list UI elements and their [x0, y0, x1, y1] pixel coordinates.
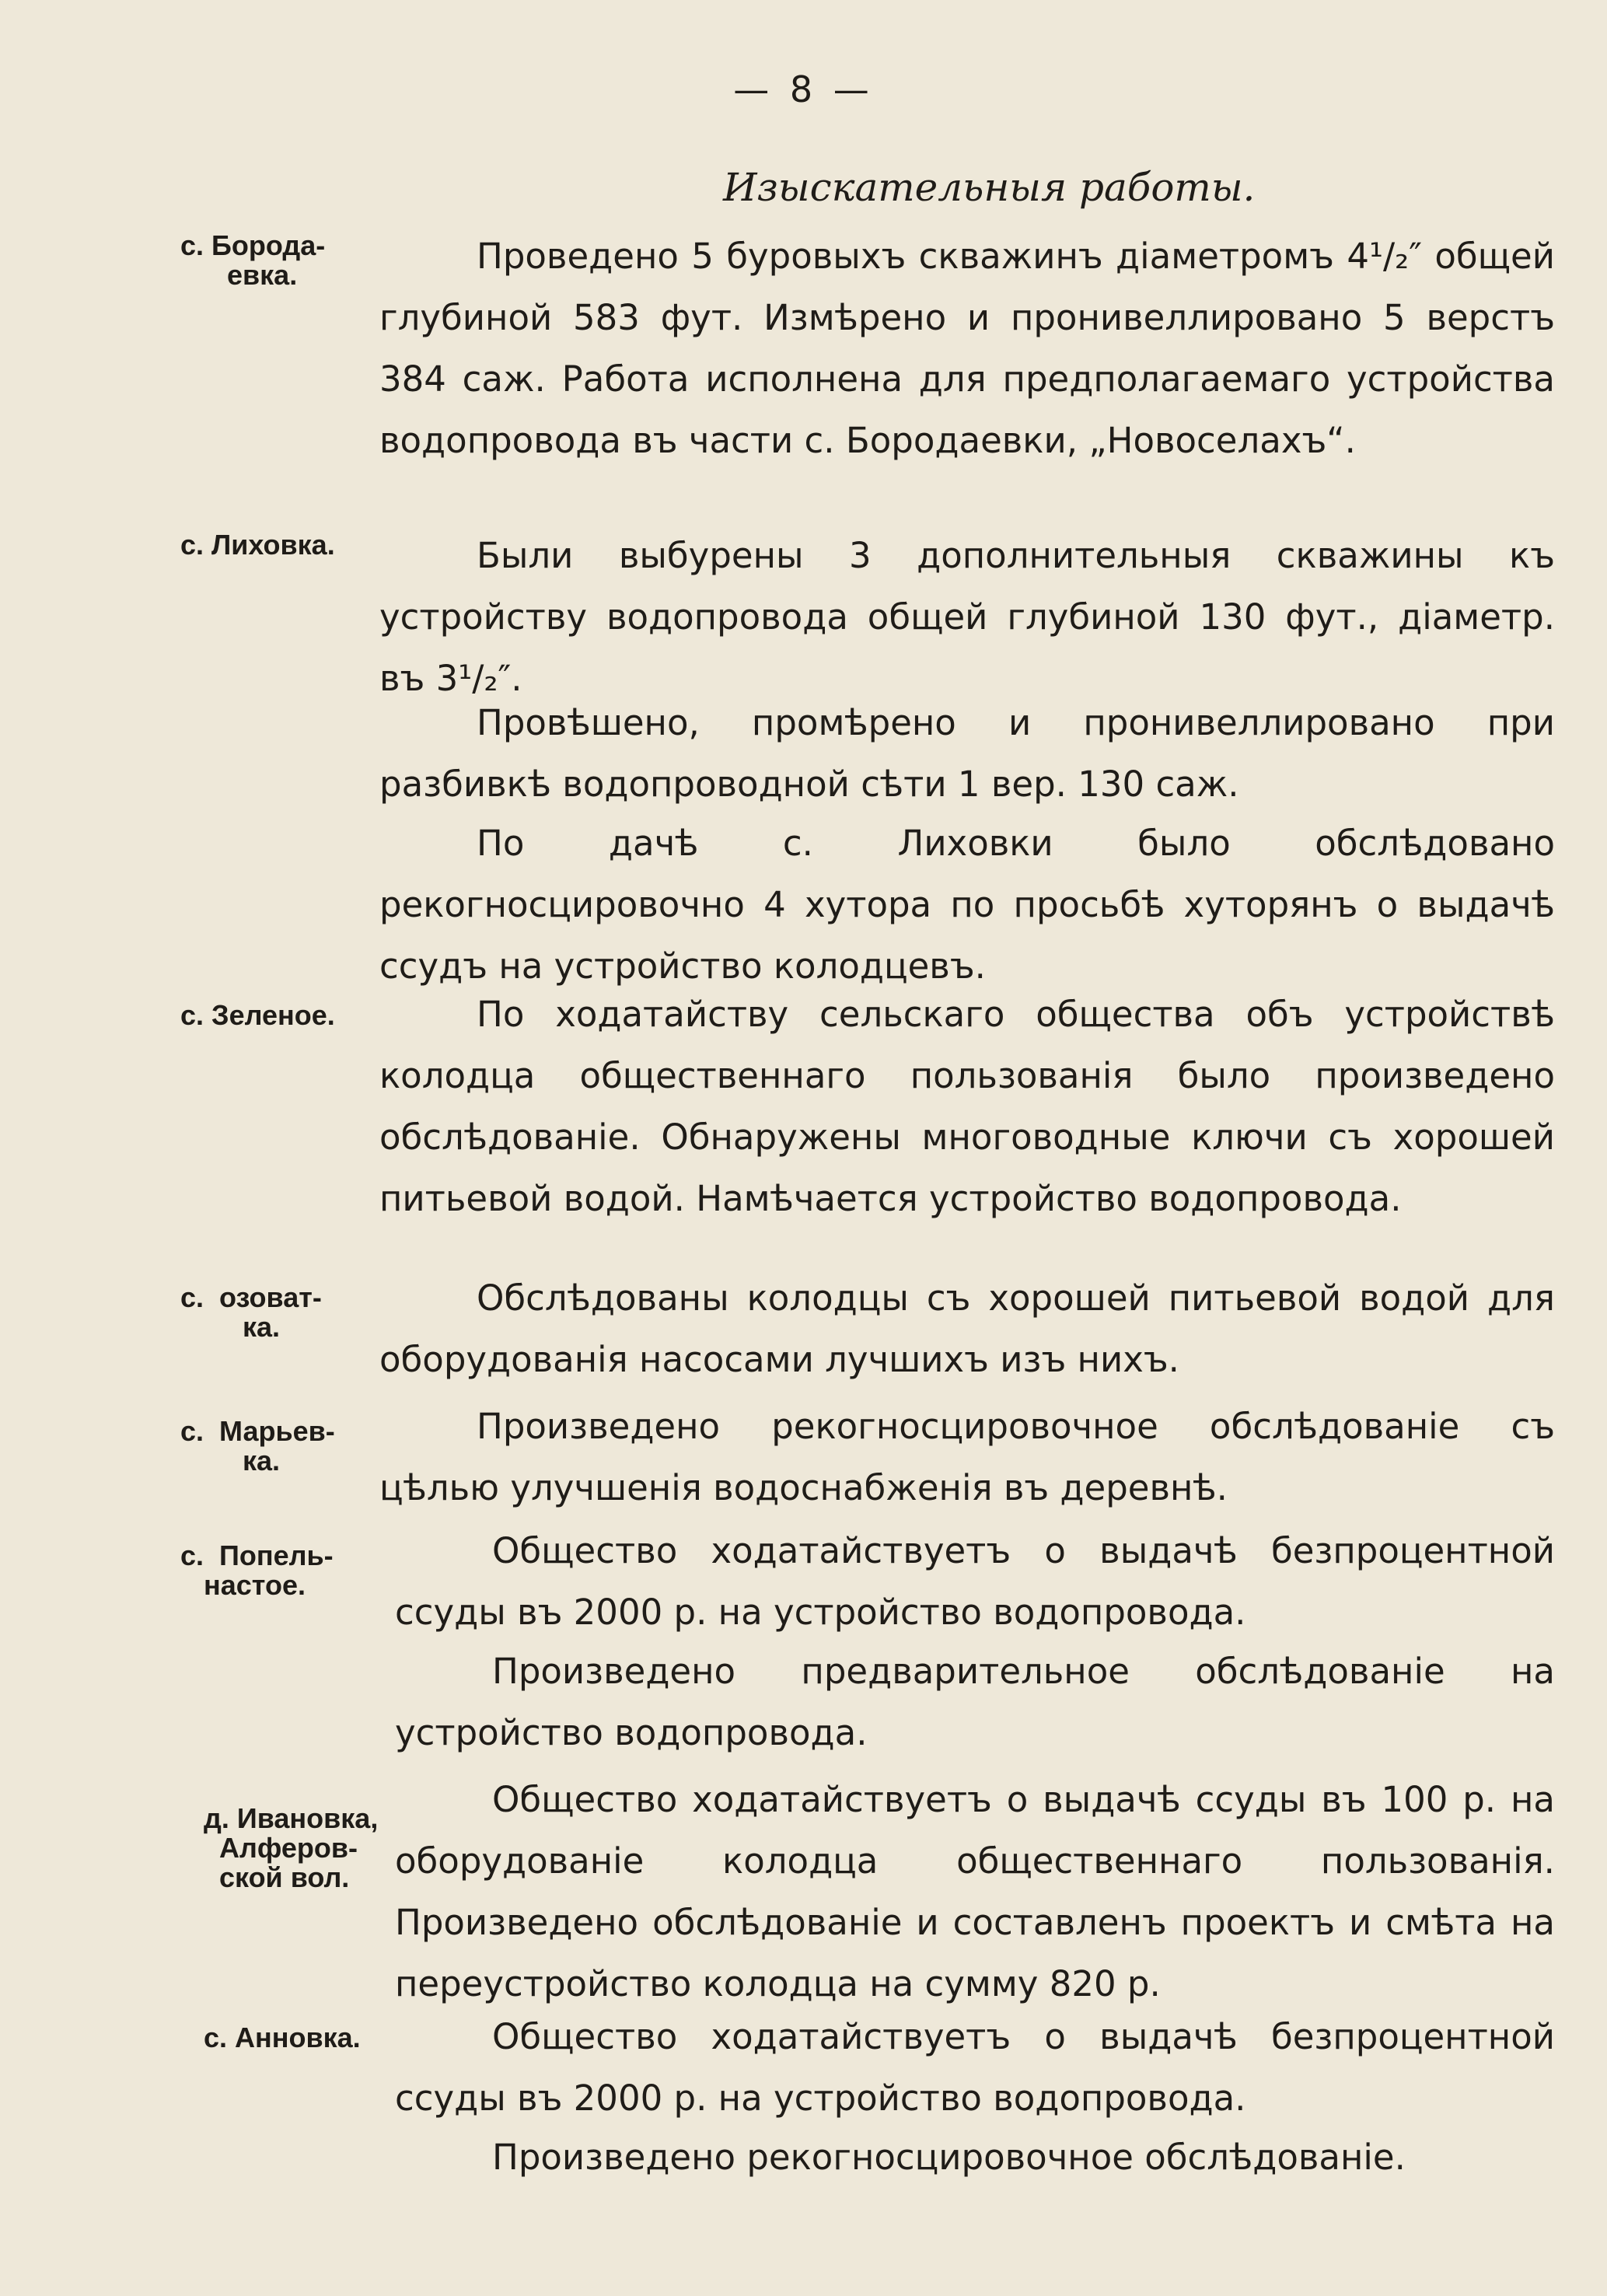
margin-label: с. Лиховка.: [180, 529, 335, 561]
paragraph: По ходатайству сельскаго общества объ устройствѣ колодца общественнаго пользованія было произведено обслѣдованіе. Обнаружены многоводные ключи съ хорошей питьевой водой. Намѣчается устройство водопровода.: [379, 994, 1555, 1219]
paragraph: Общество ходатайствуетъ о выдачѣ ссуды въ 100 р. на оборудованіе колодца общественнаго пользованія. Произведено обслѣдованіе и составленъ проектъ и смѣта на переустройство колодца на сумму 820 р.: [395, 1779, 1555, 2004]
margin-label: с. озоват- ка.: [180, 1281, 322, 1343]
paragraph: Провѣшено, промѣрено и пронивеллировано при разбивкѣ водопроводной сѣти 1 вер. 130 саж.: [379, 702, 1555, 805]
paragraph: Были выбурены 3 дополнительныя скважины къ устройству водопровода общей глубиной 130 фут., діаметр. въ 3¹/₂″.: [379, 535, 1555, 699]
paragraph: По дачѣ с. Лиховки было обслѣдовано рекогносцировочно 4 хутора по просьбѣ хуторянъ о выдачѣ ссудъ на устройство колодцевъ.: [379, 823, 1555, 987]
paragraph: Произведено предварительное обслѣдованіе на устройство водопровода.: [395, 1651, 1555, 1753]
paragraph: Произведено рекогносцировочное обслѣдованіе.: [492, 2137, 1406, 2178]
margin-label: с. Марьев- ка.: [180, 1415, 335, 1476]
paragraph: Обслѣдованы колодцы съ хорошей питьевой водой для оборудованія насосами лучшихъ изъ нихъ.: [379, 1277, 1555, 1380]
paragraph: Общество ходатайствуетъ о выдачѣ безпроцентной ссуды въ 2000 р. на устройство водопровода.: [395, 1530, 1555, 1633]
margin-label: с. Анновка.: [204, 2022, 361, 2053]
margin-label: д. Ивановка, Алферов- ской вол.: [204, 1802, 379, 1893]
margin-label: с. Попель- настое.: [180, 1539, 334, 1601]
paragraph: Произведено рекогносцировочное обслѣдованіе съ цѣлью улучшенія водоснабженія въ деревнѣ.: [379, 1406, 1555, 1508]
margin-label: с. Борода- евка.: [180, 229, 326, 291]
margin-label: с. Зеленое.: [180, 999, 335, 1031]
paragraph: Общество ходатайствуетъ о выдачѣ безпроцентной ссуды въ 2000 р. на устройство водопровода.: [395, 2016, 1555, 2119]
page-number: — 8 —: [733, 68, 874, 110]
section-title: Изыскательныя работы.: [723, 165, 1256, 210]
paragraph: Проведено 5 буровыхъ скважинъ діаметромъ 4¹/₂″ общей глубиной 583 фут. Измѣрено и пронивеллировано 5 верстъ 384 саж. Работа исполнена для предполагаемаго устройства водопровода въ части с. Бородаевки, „Новоселахъ“.: [379, 236, 1555, 461]
